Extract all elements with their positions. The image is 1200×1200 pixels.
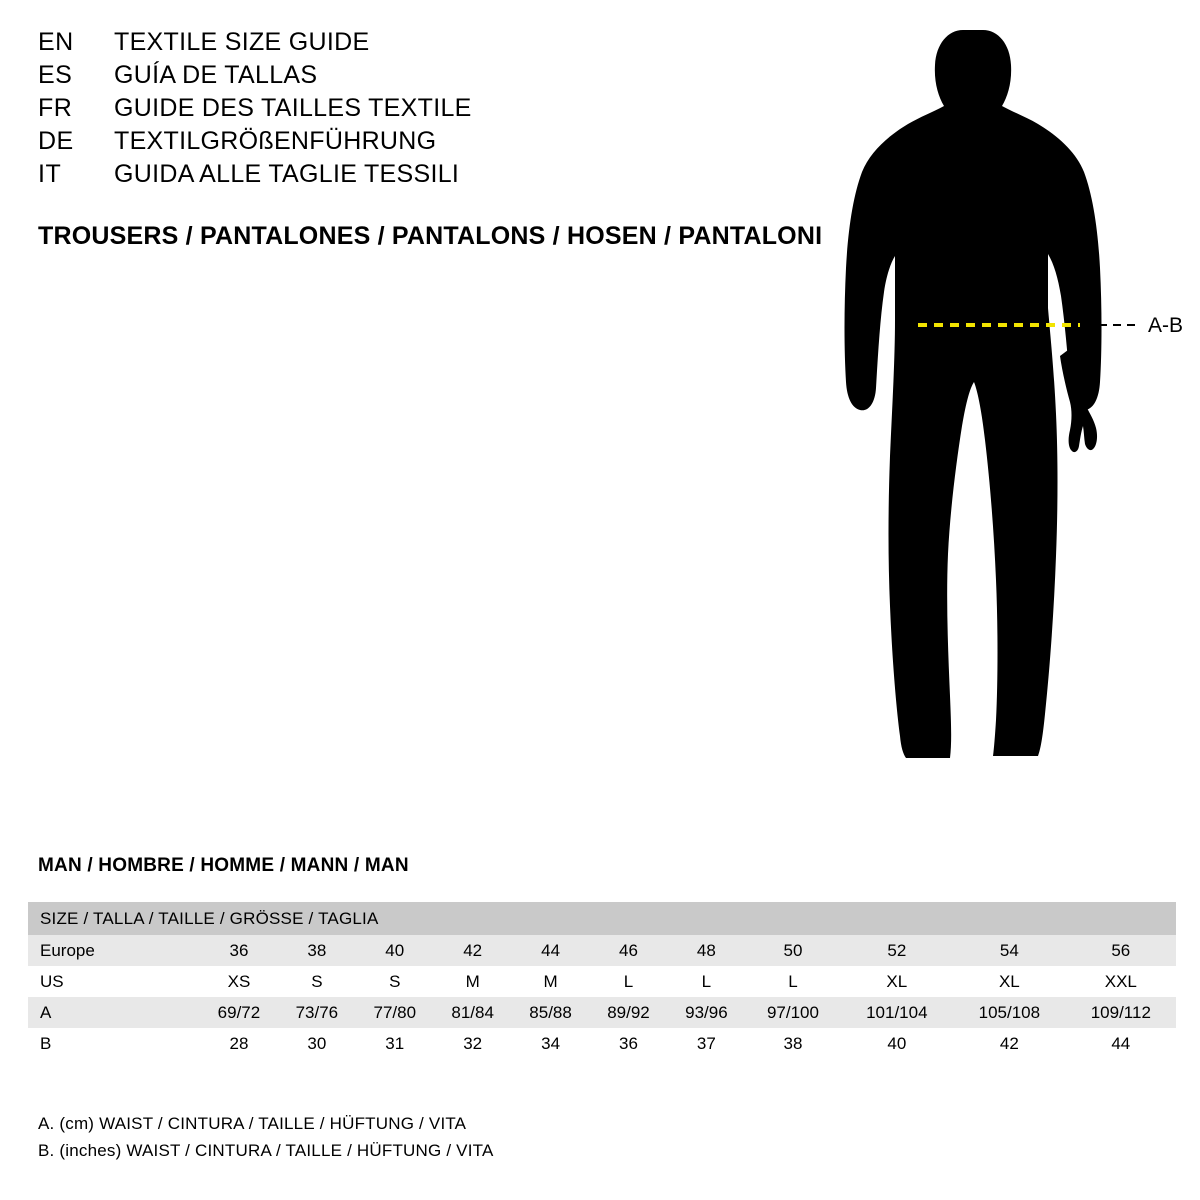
table-cell: L	[667, 966, 745, 997]
table-cell: 77/80	[356, 997, 434, 1028]
language-row	[38, 127, 798, 160]
table-cell: 44	[1066, 1028, 1176, 1059]
table-cell: 81/84	[434, 997, 512, 1028]
table-cell: L	[590, 966, 668, 997]
table-cell: 37	[667, 1028, 745, 1059]
row-label: A	[28, 997, 200, 1028]
table-cell: L	[745, 966, 840, 997]
table-cell: 93/96	[667, 997, 745, 1028]
row-label: Europe	[28, 935, 200, 966]
language-row	[38, 160, 798, 193]
language-row	[38, 28, 798, 61]
table-row	[28, 935, 1176, 966]
table-cell: XL	[841, 966, 954, 997]
table-cell: S	[278, 966, 356, 997]
table-cell: XXL	[1066, 966, 1176, 997]
table-cell: XS	[200, 966, 278, 997]
table-cell: 40	[841, 1028, 954, 1059]
table-cell: 52	[841, 935, 954, 966]
table-header-label: SIZE / TALLA / TAILLE / GRÖSSE / TAGLIA	[28, 902, 1176, 935]
table-cell: 97/100	[745, 997, 840, 1028]
man-silhouette-shape	[845, 30, 1102, 758]
gender-group-label: MAN / HOMBRE / HOMME / MANN / MAN	[38, 855, 409, 876]
language-code: ES	[38, 61, 73, 89]
size-table	[28, 902, 1176, 1059]
language-row	[38, 94, 798, 127]
table-header-row	[28, 902, 1176, 935]
table-cell: 36	[200, 935, 278, 966]
table-cell: 28	[200, 1028, 278, 1059]
language-list	[38, 28, 798, 193]
table-cell: 105/108	[953, 997, 1066, 1028]
language-code: FR	[38, 94, 73, 122]
table-cell: M	[434, 966, 512, 997]
table-cell: 31	[356, 1028, 434, 1059]
body-silhouette-figure	[800, 20, 1200, 810]
language-code: EN	[38, 28, 74, 56]
table-cell: 69/72	[200, 997, 278, 1028]
row-label: B	[28, 1028, 200, 1059]
language-text: TEXTILE SIZE GUIDE	[114, 28, 370, 56]
table-cell: 101/104	[841, 997, 954, 1028]
garment-type-label: TROUSERS / PANTALONES / PANTALONS / HOSEN / PANTALONI	[38, 222, 823, 250]
measure-label-ab: A-B	[1148, 314, 1184, 337]
table-cell: 32	[434, 1028, 512, 1059]
footnote-a: A. (cm) WAIST / CINTURA / TAILLE / HÜFTUNG / VITA	[38, 1114, 467, 1133]
table-cell: 42	[953, 1028, 1066, 1059]
table-cell: 54	[953, 935, 1066, 966]
footnotes	[38, 1110, 494, 1164]
table-row	[28, 1028, 1176, 1059]
language-text: TEXTILGRÖßENFÜHRUNG	[114, 127, 437, 155]
table-cell: 46	[590, 935, 668, 966]
table-cell: 56	[1066, 935, 1176, 966]
table-cell: 73/76	[278, 997, 356, 1028]
language-code: DE	[38, 127, 74, 155]
table-cell: M	[512, 966, 590, 997]
table-cell: 48	[667, 935, 745, 966]
footnote-b: B. (inches) WAIST / CINTURA / TAILLE / HÜFTUNG / VITA	[38, 1141, 494, 1160]
table-cell: XL	[953, 966, 1066, 997]
table-cell: 40	[356, 935, 434, 966]
table-row	[28, 997, 1176, 1028]
language-text: GUIDA ALLE TAGLIE TESSILI	[114, 160, 460, 188]
table-cell: 109/112	[1066, 997, 1176, 1028]
row-label: US	[28, 966, 200, 997]
table-cell: 30	[278, 1028, 356, 1059]
table-cell: 50	[745, 935, 840, 966]
table-row	[28, 966, 1176, 997]
table-cell: 36	[590, 1028, 668, 1059]
language-text: GUÍA DE TALLAS	[114, 61, 318, 89]
language-row	[38, 61, 798, 94]
table-cell: 44	[512, 935, 590, 966]
table-cell: S	[356, 966, 434, 997]
table-cell: 38	[745, 1028, 840, 1059]
table-cell: 85/88	[512, 997, 590, 1028]
table-cell: 42	[434, 935, 512, 966]
table-cell: 38	[278, 935, 356, 966]
language-text: GUIDE DES TAILLES TEXTILE	[114, 94, 472, 122]
language-code: IT	[38, 160, 62, 188]
table-cell: 89/92	[590, 997, 668, 1028]
table-cell: 34	[512, 1028, 590, 1059]
